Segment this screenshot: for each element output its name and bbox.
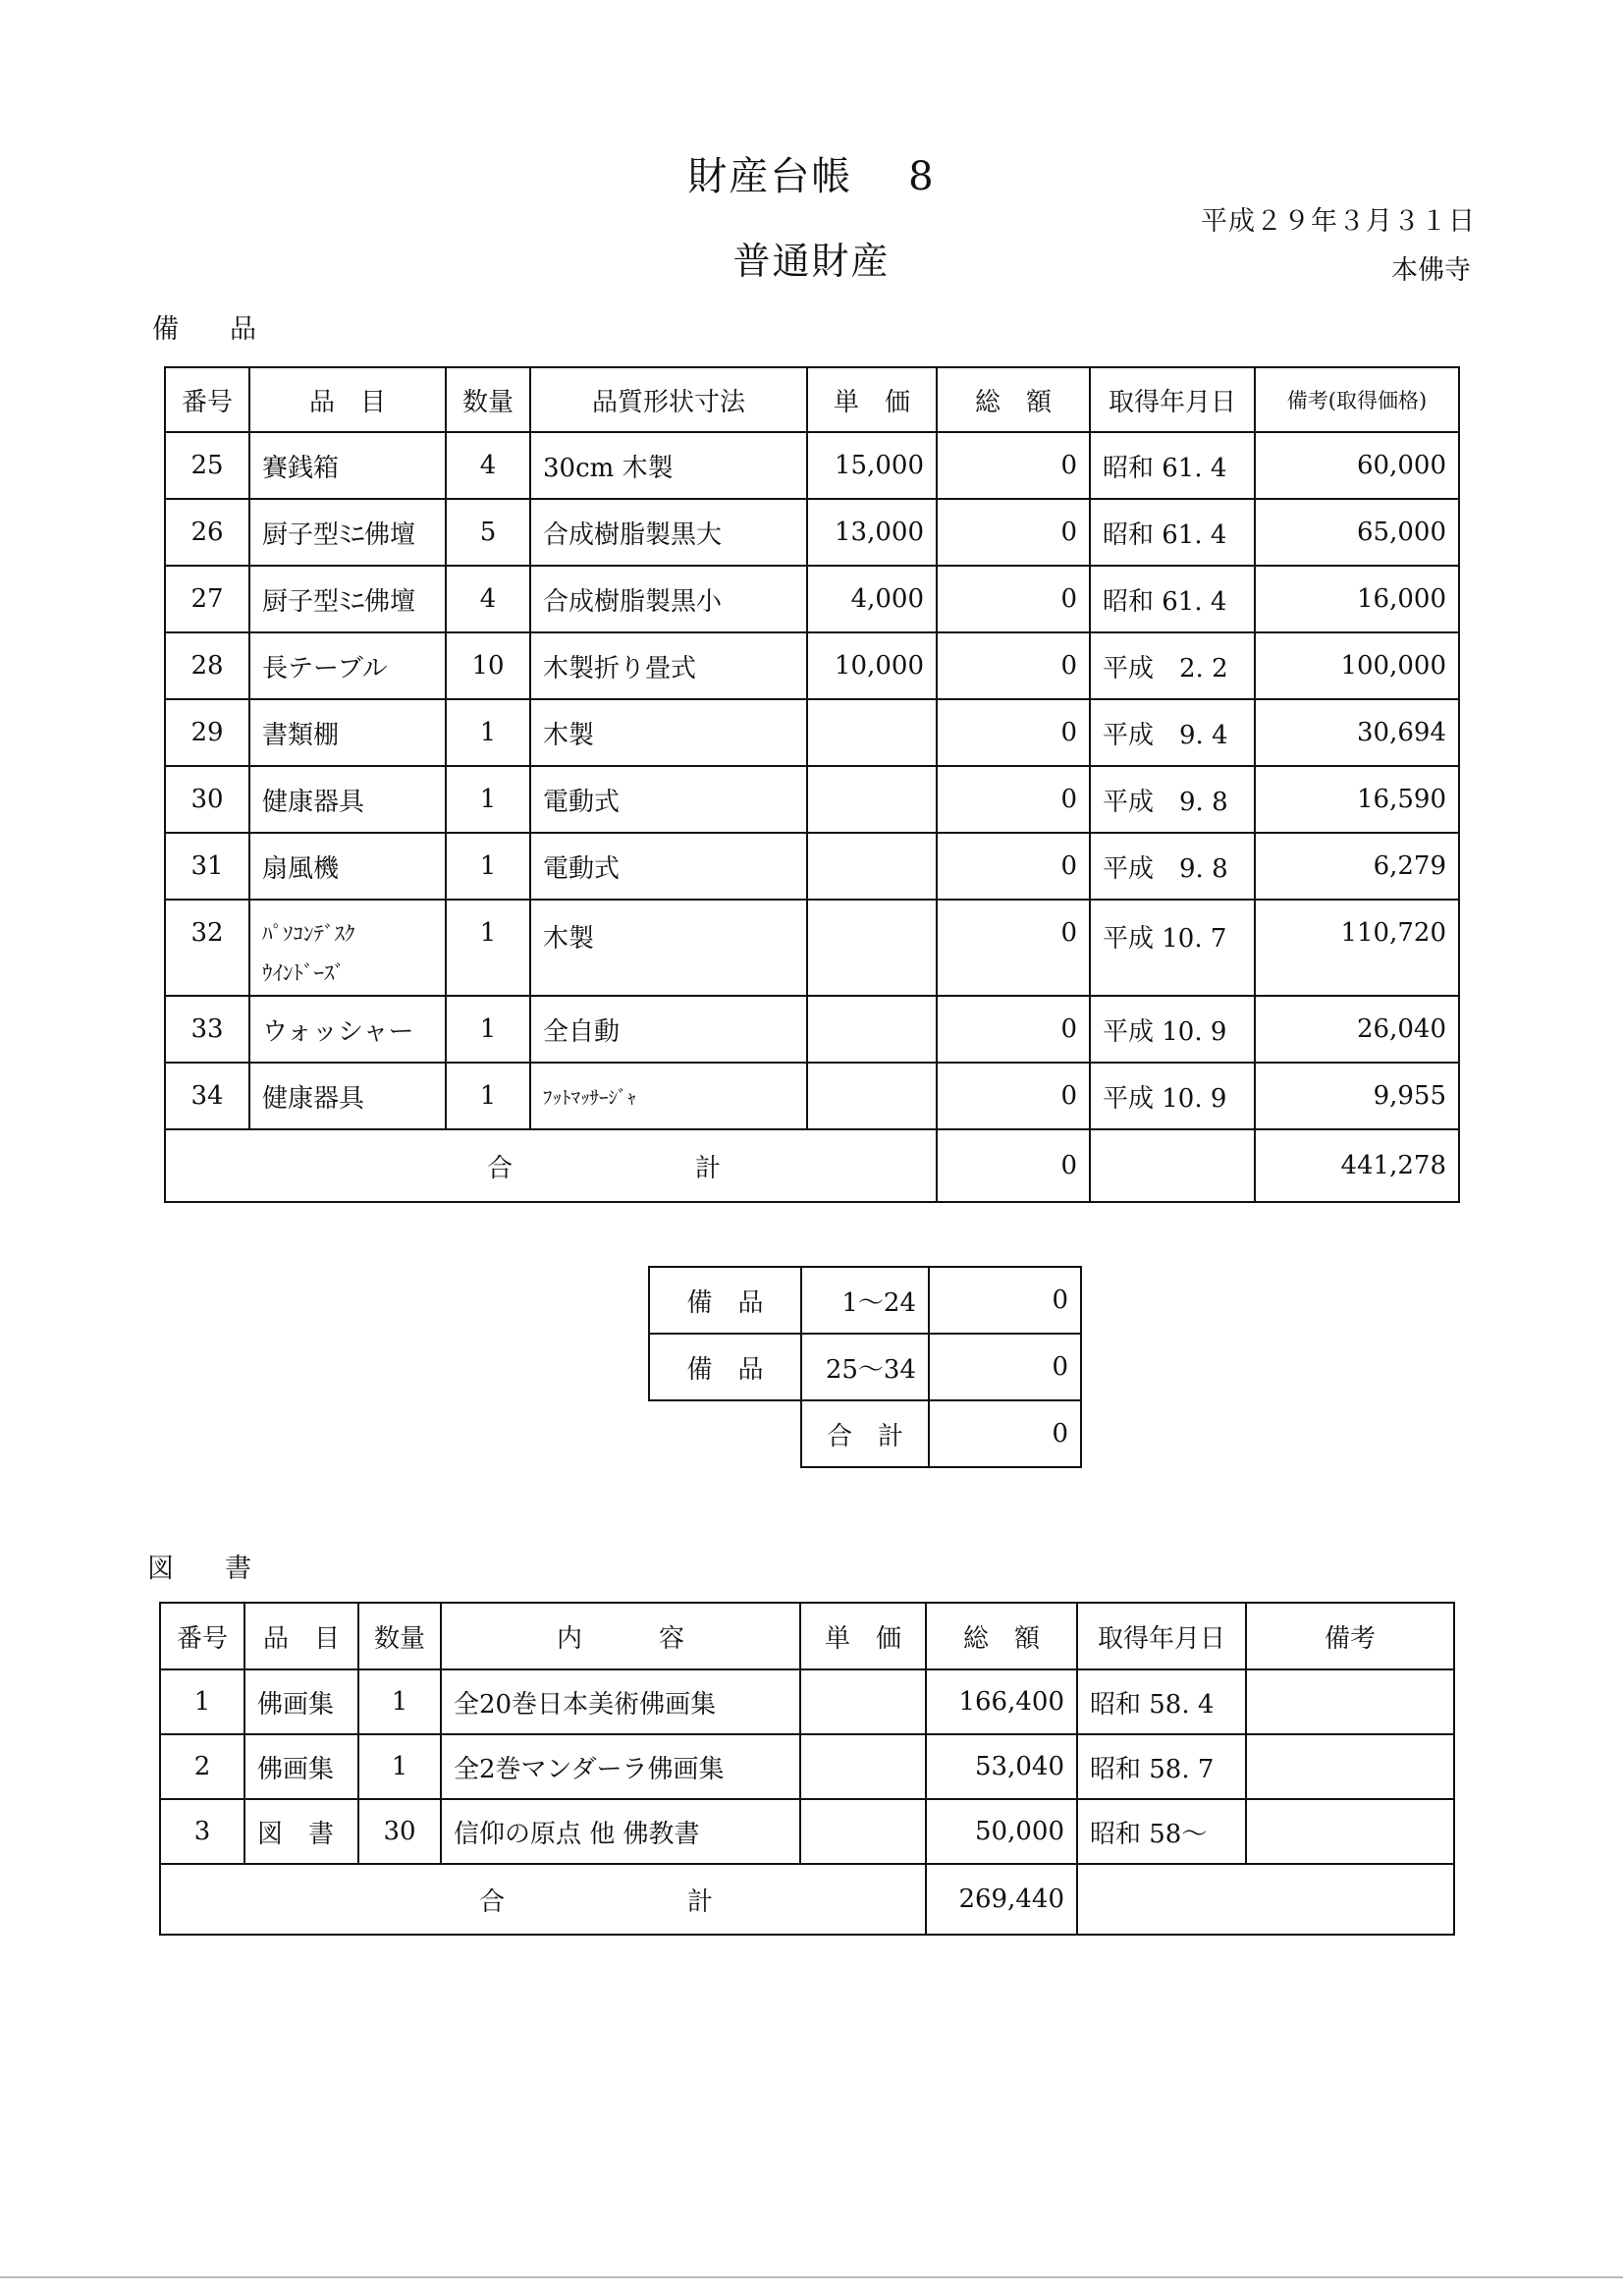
table-row: [165, 1063, 1459, 1129]
column-header: 番号: [165, 367, 249, 432]
cell-total: 0: [937, 432, 1090, 499]
table-row: [165, 900, 1459, 996]
column-header: 数量: [446, 367, 530, 432]
cell-unit-price: [807, 900, 937, 996]
cell-date: 平成 2. 2: [1090, 632, 1255, 699]
cell-total: 166,400: [926, 1669, 1077, 1734]
cell-no: 26: [165, 499, 249, 566]
books-section-label: 図書: [147, 1554, 302, 1584]
cell-date: 昭和 61. 4: [1090, 499, 1255, 566]
table-row: [165, 699, 1459, 766]
page-subtitle: 普通財産: [732, 240, 891, 283]
cell-note: 110,720: [1255, 900, 1459, 996]
summary-label: 備 品: [649, 1334, 801, 1400]
cell-item: 長テーブル: [249, 632, 446, 699]
table-row: [165, 996, 1459, 1063]
table-total-row: [160, 1864, 1454, 1935]
table-row: [160, 1734, 1454, 1799]
cell-unit-price: [807, 833, 937, 900]
cell-qty: 4: [446, 566, 530, 632]
cell-no: 2: [160, 1734, 244, 1799]
cell-date: 平成 9. 8: [1090, 766, 1255, 833]
table-row: [165, 766, 1459, 833]
cell-qty: 1: [446, 900, 530, 996]
cell-unit-price: 10,000: [807, 632, 937, 699]
cell-date: 平成 10. 9: [1090, 1063, 1255, 1129]
total-label: 合 計: [160, 1864, 926, 1935]
cell-item: 賽銭箱: [249, 432, 446, 499]
cell-total: 0: [937, 833, 1090, 900]
cell-no: 1: [160, 1669, 244, 1734]
organization-name: 本佛寺: [1391, 255, 1471, 286]
cell-total: 0: [937, 499, 1090, 566]
cell-no: 28: [165, 632, 249, 699]
cell-spec: ﾌｯﾄﾏｯｻｰｼﾞｬ: [530, 1063, 807, 1129]
books-table: [159, 1602, 1455, 1936]
cell-item: 厨子型ﾐﾆ佛壇: [249, 566, 446, 632]
cell-note: [1246, 1734, 1454, 1799]
table-row: [165, 499, 1459, 566]
summary-value: 0: [929, 1267, 1081, 1334]
cell-no: 30: [165, 766, 249, 833]
table-row: [165, 566, 1459, 632]
summary-range: 1～24: [801, 1267, 929, 1334]
cell-item: [249, 900, 446, 996]
cell-no: 34: [165, 1063, 249, 1129]
cell-unit-price: [800, 1669, 926, 1734]
cell-total: 0: [937, 632, 1090, 699]
column-header: 取得年月日: [1077, 1603, 1246, 1669]
column-header: 総 額: [926, 1603, 1077, 1669]
cell-no: 3: [160, 1799, 244, 1864]
table-row: [165, 432, 1459, 499]
cell-content: 信仰の原点 他 佛教書: [441, 1799, 800, 1864]
cell-qty: 10: [446, 632, 530, 699]
summary-table: [648, 1266, 1082, 1468]
cell-qty: 1: [446, 699, 530, 766]
cell-date: 平成 10. 9: [1090, 996, 1255, 1063]
cell-unit-price: 4,000: [807, 566, 937, 632]
cell-item: 厨子型ﾐﾆ佛壇: [249, 499, 446, 566]
cell-item: 佛画集: [244, 1734, 358, 1799]
cell-unit-price: [800, 1734, 926, 1799]
summary-row: [649, 1267, 1081, 1334]
document-date: 平成２９年３月３１日: [1201, 206, 1476, 237]
cell-note: 100,000: [1255, 632, 1459, 699]
cell-spec: 合成樹脂製黒小: [530, 566, 807, 632]
cell-note: 9,955: [1255, 1063, 1459, 1129]
cell-no: 25: [165, 432, 249, 499]
cell-item: 佛画集: [244, 1669, 358, 1734]
cell-content: 全2巻マンダーラ佛画集: [441, 1734, 800, 1799]
cell-note: 65,000: [1255, 499, 1459, 566]
cell-note: 16,590: [1255, 766, 1459, 833]
cell-note: 30,694: [1255, 699, 1459, 766]
cell-no: 27: [165, 566, 249, 632]
cell-total: 0: [937, 566, 1090, 632]
total-empty-cell: [1077, 1864, 1454, 1935]
cell-spec: 木製折り畳式: [530, 632, 807, 699]
table-row: [165, 632, 1459, 699]
cell-date: 昭和 58. 7: [1077, 1734, 1246, 1799]
cell-qty: 5: [446, 499, 530, 566]
cell-note: 16,000: [1255, 566, 1459, 632]
cell-spec: 電動式: [530, 833, 807, 900]
cell-qty: 1: [358, 1669, 441, 1734]
cell-note: [1246, 1799, 1454, 1864]
cell-date: 昭和 61. 4: [1090, 432, 1255, 499]
cell-unit-price: [807, 766, 937, 833]
summary-total-row: [649, 1400, 1081, 1467]
cell-date: 昭和 58. 4: [1077, 1669, 1246, 1734]
cell-spec: 30cm 木製: [530, 432, 807, 499]
summary-label: 備 品: [649, 1267, 801, 1334]
cell-unit-price: 15,000: [807, 432, 937, 499]
cell-unit-price: [800, 1799, 926, 1864]
summary-total-value: 0: [929, 1400, 1081, 1467]
cell-date: 平成 9. 4: [1090, 699, 1255, 766]
column-header: 単 価: [800, 1603, 926, 1669]
total-note: 441,278: [1255, 1129, 1459, 1202]
cell-unit-price: [807, 699, 937, 766]
cell-no: 32: [165, 900, 249, 996]
cell-date: 昭和 58～: [1077, 1799, 1246, 1864]
column-header: 番号: [160, 1603, 244, 1669]
cell-item: 図 書: [244, 1799, 358, 1864]
cell-note: 6,279: [1255, 833, 1459, 900]
cell-qty: 1: [446, 1063, 530, 1129]
total-value: 0: [937, 1129, 1090, 1202]
cell-total: 0: [937, 699, 1090, 766]
cell-note: 60,000: [1255, 432, 1459, 499]
cell-total: 0: [937, 1063, 1090, 1129]
summary-value: 0: [929, 1334, 1081, 1400]
table-total-row: [165, 1129, 1459, 1202]
column-header: 備考(取得価格): [1255, 367, 1459, 432]
cell-date: 平成 9. 8: [1090, 833, 1255, 900]
column-header: 備考: [1246, 1603, 1454, 1669]
cell-qty: 1: [446, 833, 530, 900]
cell-spec: 合成樹脂製黒大: [530, 499, 807, 566]
total-value: 269,440: [926, 1864, 1077, 1935]
cell-item-line: ﾊﾟｿｺﾝﾃﾞｽｸ: [262, 922, 355, 946]
cell-no: 29: [165, 699, 249, 766]
cell-note: [1246, 1669, 1454, 1734]
equipment-table: [164, 366, 1460, 1203]
table-header-row: [160, 1603, 1454, 1669]
cell-content: 全20巻日本美術佛画集: [441, 1669, 800, 1734]
cell-item: 健康器具: [249, 1063, 446, 1129]
cell-spec: 全自動: [530, 996, 807, 1063]
cell-total: 53,040: [926, 1734, 1077, 1799]
summary-total-label: 合 計: [801, 1400, 929, 1467]
cell-total: 0: [937, 996, 1090, 1063]
table-row: [160, 1799, 1454, 1864]
cell-item: 健康器具: [249, 766, 446, 833]
cell-no: 31: [165, 833, 249, 900]
cell-item: ウォッシャー: [249, 996, 446, 1063]
cell-qty: 30: [358, 1799, 441, 1864]
scan-edge-line: [0, 2276, 1623, 2278]
column-header: 品 目: [249, 367, 446, 432]
column-header: 総 額: [937, 367, 1090, 432]
equipment-section-label: 備品: [152, 314, 307, 345]
cell-qty: 1: [446, 766, 530, 833]
table-header-row: [165, 367, 1459, 432]
summary-blank-cell: [649, 1400, 801, 1467]
cell-note: 26,040: [1255, 996, 1459, 1063]
cell-total: 50,000: [926, 1799, 1077, 1864]
cell-spec: 電動式: [530, 766, 807, 833]
column-header: 単 価: [807, 367, 937, 432]
cell-spec: 木製: [530, 900, 807, 996]
summary-row: [649, 1334, 1081, 1400]
cell-unit-price: [807, 1063, 937, 1129]
cell-date: 平成 10. 7: [1090, 900, 1255, 996]
cell-spec: 木製: [530, 699, 807, 766]
column-header: 取得年月日: [1090, 367, 1255, 432]
cell-no: 33: [165, 996, 249, 1063]
cell-qty: 1: [446, 996, 530, 1063]
total-label: 合 計: [165, 1129, 937, 1202]
cell-item: 扇風機: [249, 833, 446, 900]
cell-date: 昭和 61. 4: [1090, 566, 1255, 632]
column-header: 品 目: [244, 1603, 358, 1669]
cell-unit-price: [807, 996, 937, 1063]
total-empty-cell: [1090, 1129, 1255, 1202]
summary-range: 25～34: [801, 1334, 929, 1400]
cell-total: 0: [937, 766, 1090, 833]
cell-qty: 1: [358, 1734, 441, 1799]
table-row: [165, 833, 1459, 900]
cell-item: 書類棚: [249, 699, 446, 766]
page-title: 財産台帳 8: [687, 154, 936, 199]
column-header: 品質形状寸法: [530, 367, 807, 432]
cell-qty: 4: [446, 432, 530, 499]
cell-unit-price: 13,000: [807, 499, 937, 566]
table-row: [160, 1669, 1454, 1734]
cell-item-line: ｳｲﾝﾄﾞｰｽﾞ: [262, 961, 345, 985]
column-header: 内 容: [441, 1603, 800, 1669]
column-header: 数量: [358, 1603, 441, 1669]
cell-total: 0: [937, 900, 1090, 996]
